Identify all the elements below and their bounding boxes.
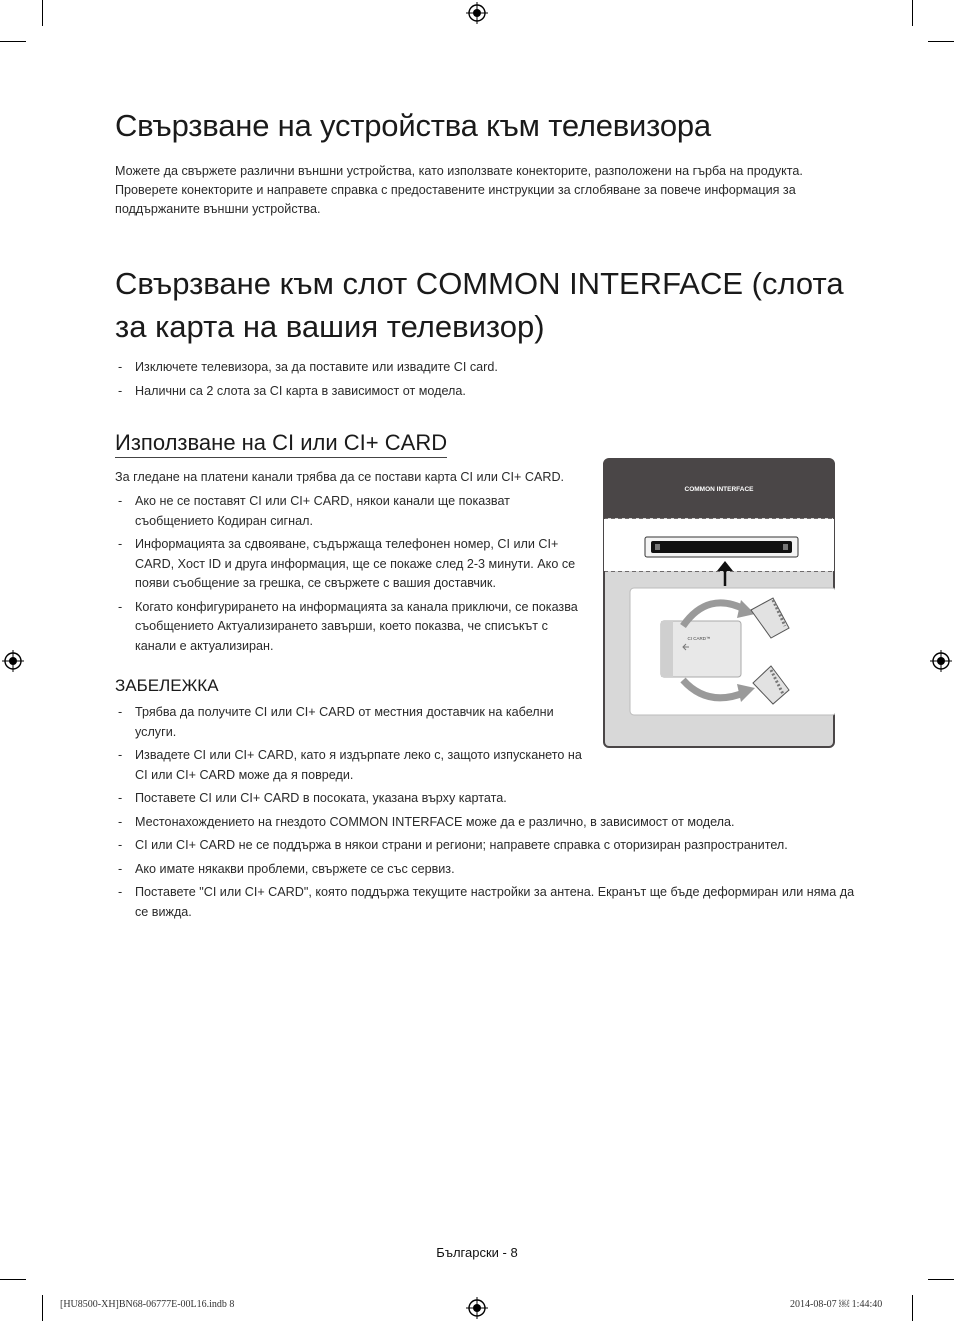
list-item: - Ако имате някакви проблеми, свържете се със сервиз. bbox=[115, 860, 855, 880]
registration-mark-icon bbox=[930, 650, 952, 672]
list-item: - Местонахождението на гнездото COMMON INTERFACE може да е различно, в зависимост от модела. bbox=[115, 813, 855, 833]
card-label: CI CARD™ bbox=[687, 636, 711, 641]
list-item: - Ако не се поставят CI или CI+ CARD, някои канали ще показват съобщението Кодиран сигнал. bbox=[115, 492, 583, 531]
crop-mark bbox=[42, 1295, 43, 1321]
list-item: - Поставете CI или CI+ CARD в посоката, указана върху картата. bbox=[115, 789, 855, 809]
registration-mark-icon bbox=[466, 2, 488, 24]
registration-mark-icon bbox=[466, 1297, 488, 1319]
list-item: - Информацията за сдвояване, съдържаща телефонен номер, CI или CI+ CARD, Хост ID и друга информация, ще се покаже след 2-3 минути. Ако се появи съобщение за грешка, се свържете с вашия доставчик. bbox=[115, 535, 583, 594]
crop-mark bbox=[912, 0, 913, 26]
registration-mark-icon bbox=[2, 650, 24, 672]
page-number: Български - 8 bbox=[436, 1245, 518, 1260]
ci-section-title: Свързване към слот COMMON INTERFACE (слота за карта на вашия телевизор) bbox=[115, 266, 844, 344]
crop-mark bbox=[928, 1279, 954, 1280]
crop-mark bbox=[0, 1279, 26, 1280]
ci-bullet-list bbox=[115, 358, 835, 405]
crop-mark bbox=[42, 0, 43, 26]
card-bullet-list bbox=[115, 492, 583, 660]
imprint-file: [HU8500-XH]BN68-06777E-00L16.indb 8 bbox=[60, 1299, 235, 1310]
crop-mark bbox=[912, 1295, 913, 1321]
list-item: - Изключете телевизора, за да поставите или извадите CI card. bbox=[115, 358, 835, 378]
crop-mark bbox=[0, 41, 26, 42]
note-title: ЗАБЕЛЕЖКА bbox=[115, 676, 219, 695]
card-section-lead: За гледане на платени канали трябва да се постави карта CI или CI+ CARD. bbox=[115, 470, 565, 484]
list-item: - CI или CI+ CARD не се поддържа в някои страни и региони; направете справка с оторизиран разпространител. bbox=[115, 836, 855, 856]
intro-paragraph: Можете да свържете различни външни устройства, като използвате конекторите, разположени на гърба на продукта. Проверете конекторите и направете справка с предоставените инструкции за сглобяване за повече информация за поддържаните външни устройства. bbox=[115, 164, 803, 216]
list-item: - Поставете "CI или CI+ CARD", която поддържа текущите настройки за антена. Екранът ще бъде деформиран или няма да се вижда. bbox=[115, 883, 855, 922]
crop-mark bbox=[928, 41, 954, 42]
list-item: - Трябва да получите CI или CI+ CARD от местния доставчик на кабелни услуги. bbox=[115, 703, 585, 742]
ci-card-illustration bbox=[603, 458, 835, 748]
list-item: - Извадете CI или CI+ CARD, като я издърпате леко с, защото изпускането на CI или CI+ CARD може да я повреди. bbox=[115, 746, 585, 785]
list-item: - Когато конфигурирането на информацията за канала приключи, се показва съобщението Актуализирането завърши, което показва, че списъкът с канали е актуализиран. bbox=[115, 598, 583, 657]
figure-header-label: COMMON INTERFACE bbox=[684, 486, 754, 493]
card-section-title: Използване на CI или CI+ CARD bbox=[115, 430, 447, 458]
imprint-date: 2014-08-07 ￼ 1:44:40 bbox=[790, 1299, 883, 1310]
list-item: - Налични са 2 слота за CI карта в зависимост от модела. bbox=[115, 382, 835, 402]
page-title: Свързване на устройства към телевизора bbox=[115, 108, 711, 143]
